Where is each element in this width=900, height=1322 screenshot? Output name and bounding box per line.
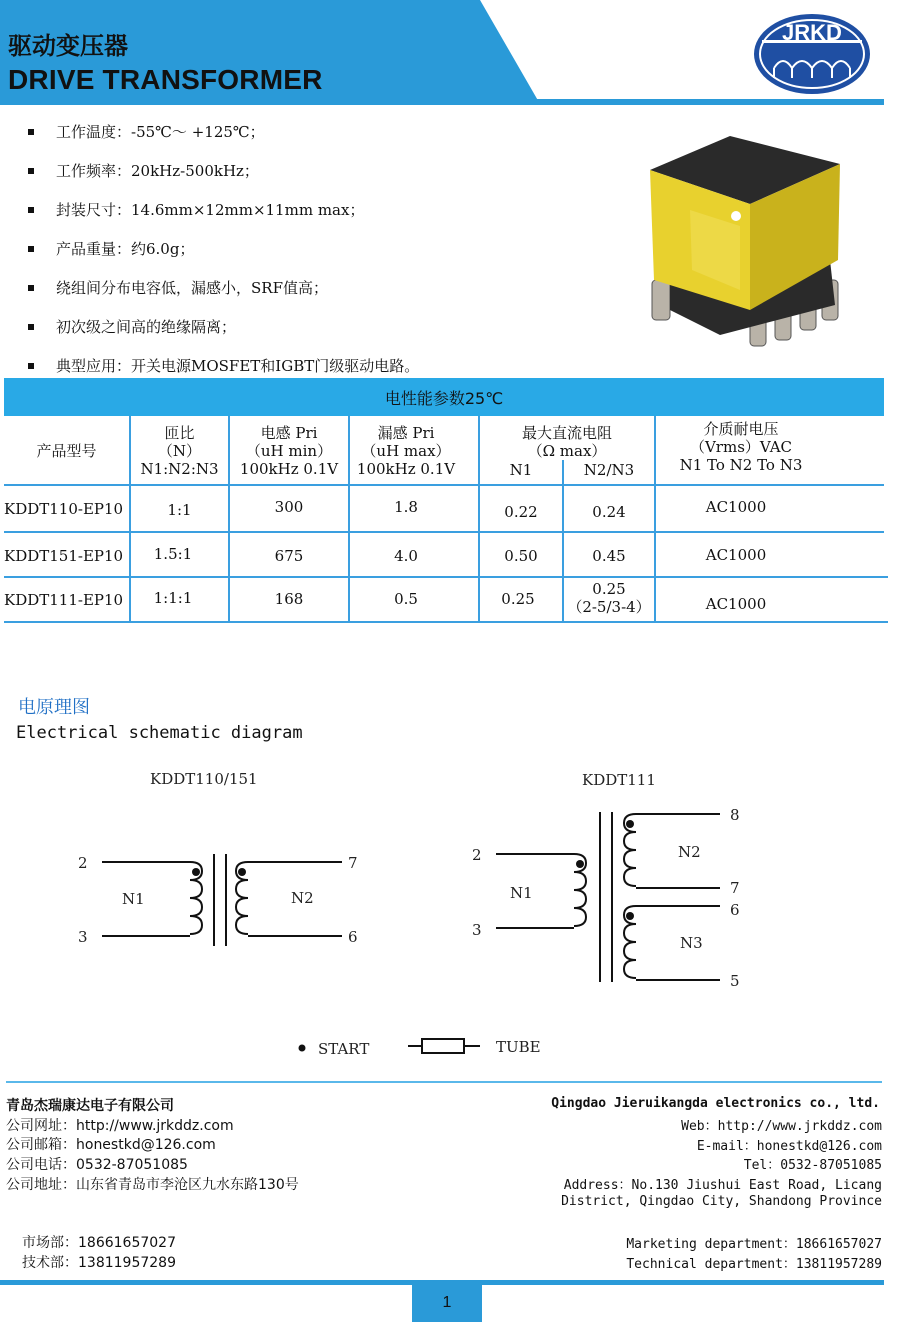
company-website-en: Web：http://www.jrkddz.com — [681, 1119, 882, 1134]
table-cell-model: KDDT110-EP10 — [4, 500, 124, 518]
pin-label: 2 — [78, 854, 88, 872]
company-email-en: E-mail：honestkd@126.com — [696, 1139, 882, 1154]
feature-item: 典型应用：开关电源MOSFET和IGBT门级驱动电路。 — [28, 346, 419, 385]
table-cell-leakage: 1.8 — [394, 498, 418, 516]
col-leakage-header: 漏感 Pri （uH max） 100kHz 0.1V — [356, 424, 456, 478]
winding-label: N2 — [291, 889, 314, 907]
table-cell-dcr-n1: 0.25 — [501, 590, 535, 608]
left-schematic-label: KDDT110/151 — [150, 770, 258, 788]
pin-label: 6 — [348, 928, 358, 946]
col-dcr-n2n3-header: N2/N3 — [583, 461, 635, 479]
col-dcr-n1-header: N1 — [509, 461, 533, 479]
table-cell-leakage: 4.0 — [394, 547, 418, 565]
table-cell-dcr-n1: 0.22 — [504, 503, 538, 521]
jrkd-logo — [752, 12, 872, 96]
start-dot-icon — [238, 868, 246, 876]
technical-phone-cn: 技术部：13811957289 — [22, 1255, 176, 1271]
table-cell-inductance: 675 — [274, 547, 304, 565]
table-cell-ratio: 1:1:1 — [153, 589, 193, 607]
col-dcr-header: 最大直流电阻 （Ω max） — [521, 424, 612, 460]
col-inductance-header: 电感 Pri （uH min） 100kHz 0.1V — [239, 424, 339, 478]
company-address-cn: 公司地址：山东省青岛市李沧区九水东路130号 — [6, 1177, 299, 1193]
pin-label: 2 — [472, 846, 482, 864]
schematic-title-cn: 电原理图 — [18, 697, 90, 718]
table-cell-ratio: 1.5:1 — [153, 545, 193, 563]
schematic-title-en: Electrical schematic diagram — [16, 723, 303, 743]
table-cell-hipot: AC1000 — [705, 546, 767, 564]
start-dot-icon — [576, 860, 584, 868]
company-address-en: Address：No.130 Jiushui East Road, Licang — [563, 1178, 882, 1193]
table-cell-hipot: AC1000 — [705, 498, 767, 516]
start-dot-icon — [626, 912, 634, 920]
table-rule — [4, 531, 884, 533]
table-cell-dcr-n2n3: 0.25 （2-5/3-4） — [567, 580, 651, 616]
table-cell-model: KDDT111-EP10 — [4, 591, 124, 609]
winding-label: N1 — [510, 884, 533, 902]
feature-list — [28, 112, 419, 385]
legend-start-dot-icon — [299, 1045, 306, 1052]
winding-label: N1 — [122, 890, 145, 908]
legend-start-label: START — [318, 1040, 370, 1058]
table-cell-model: KDDT151-EP10 — [4, 547, 124, 565]
svg-text:JRKD: JRKD — [782, 20, 842, 45]
company-address-en-2: District, Qingdao City, Shandong Province — [561, 1194, 882, 1209]
header-rule — [0, 99, 884, 105]
table-rule — [4, 484, 884, 486]
pin-label: 7 — [730, 879, 740, 897]
feature-item: 工作温度：-55℃～ +125℃； — [28, 112, 419, 151]
table-title: 电性能参数25℃ — [4, 378, 884, 416]
right-schematic-label: KDDT111 — [582, 771, 656, 789]
footer-rule — [6, 1081, 882, 1083]
marketing-phone-cn: 市场部：18661657027 — [22, 1235, 176, 1251]
page-title-cn: 驱动变压器 — [8, 32, 128, 60]
table-rule — [4, 576, 888, 578]
company-name-cn: 青岛杰瑞康达电子有限公司 — [6, 1098, 174, 1114]
table-cell-dcr-n2n3: 0.24 — [592, 503, 626, 521]
feature-item: 绕组间分布电容低，漏感小，SRF值高； — [28, 268, 419, 307]
table-cell-ratio: 1:1 — [167, 501, 192, 519]
feature-item: 工作频率：20kHz-500kHz； — [28, 151, 419, 190]
legend-tube-label: TUBE — [496, 1038, 541, 1056]
table-cell-leakage: 0.5 — [394, 590, 418, 608]
col-model-header: 产品型号 — [36, 442, 97, 460]
table-cell-inductance: 300 — [274, 498, 304, 516]
feature-item: 初次级之间高的绝缘隔离； — [28, 307, 419, 346]
table-cell-hipot: AC1000 — [705, 595, 767, 613]
company-phone-en: Tel：0532-87051085 — [743, 1158, 882, 1173]
technical-phone-en: Technical department：13811957289 — [626, 1257, 882, 1272]
pin-label: 3 — [78, 928, 88, 946]
page-title-en: DRIVE TRANSFORMER — [8, 64, 323, 95]
pin-label: 8 — [730, 806, 740, 824]
winding-label: N2 — [678, 843, 701, 861]
company-name-en: Qingdao Jieruikangda electronics co., ltd. — [551, 1096, 880, 1111]
feature-item: 封装尺寸：14.6mm×12mm×11mm max； — [28, 190, 419, 229]
table-cell-dcr-n1: 0.50 — [504, 547, 538, 565]
table-cell-dcr-n2n3: 0.45 — [592, 547, 626, 565]
product-photo — [630, 120, 870, 370]
table-cell-inductance: 168 — [274, 590, 304, 608]
start-dot-icon — [626, 820, 634, 828]
schematic-diagram — [0, 760, 900, 1080]
col-hipot-header: 介质耐电压 （Vrms）VAC N1 To N2 To N3 — [679, 420, 803, 474]
pin-label: 5 — [730, 972, 740, 990]
marketing-phone-en: Marketing department：18661657027 — [626, 1237, 882, 1252]
table-rule — [4, 621, 888, 623]
company-phone-cn: 公司电话：0532-87051085 — [6, 1157, 188, 1173]
company-email-cn: 公司邮箱：honestkd@126.com — [6, 1137, 216, 1153]
company-website-cn: 公司网址：http://www.jrkddz.com — [6, 1118, 234, 1134]
pin-label: 3 — [472, 921, 482, 939]
pin-label: 7 — [348, 854, 358, 872]
page-number: 1 — [412, 1284, 482, 1322]
feature-item: 产品重量：约6.0g； — [28, 229, 419, 268]
pin-label: 6 — [730, 901, 740, 919]
winding-label: N3 — [680, 934, 703, 952]
start-dot-icon — [192, 868, 200, 876]
col-ratio-header: 匝比 （N） N1:N2:N3 — [140, 424, 219, 478]
